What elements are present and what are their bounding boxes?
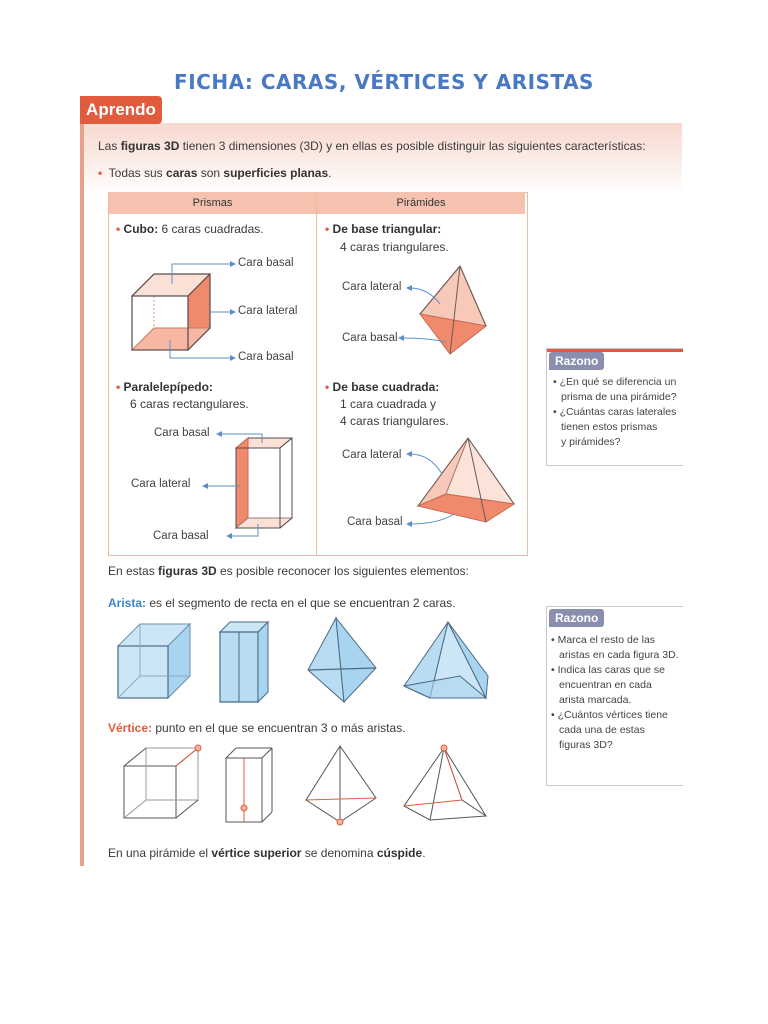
col-header-piramides: Pirámides: [317, 192, 525, 214]
cuad-desc-2: 4 caras triangulares.: [340, 414, 449, 428]
cuad-desc-1: 1 cara cuadrada y: [340, 397, 437, 411]
label-cara-lateral: Cara lateral: [238, 305, 298, 317]
razono-2-text: • Marca el resto de las aristas en cada figura 3D. • Indica las caras que se encuentran en cada arista marcada. • ¿Cuántos vértices tiene cada una de estas figuras 3D?: [551, 634, 679, 751]
bullet-caras-planas: • Todas sus caras son superficies planas.: [98, 166, 332, 180]
cuspide-text: En una pirámide el vértice superior se denomina cúspide.: [108, 846, 426, 860]
label-tri-lateral: Cara lateral: [342, 281, 402, 293]
intro-text: Las figuras 3D tienen 3 dimensiones (3D) y en ellas es posible distinguir las siguientes características:: [98, 139, 646, 153]
razono-2-heading: Razono: [549, 609, 604, 627]
left-accent-bar: [80, 118, 84, 866]
arista-prism: [220, 622, 268, 702]
arista-square-pyramid: [404, 622, 488, 698]
cuad-caption: • De base cuadrada:: [325, 380, 440, 394]
razono-box-2: [546, 606, 683, 786]
label-cara-basal-top: Cara basal: [238, 257, 294, 269]
vertice-figures: [108, 740, 528, 830]
para-desc: 6 caras rectangulares.: [130, 397, 249, 411]
arista-figures: [108, 616, 528, 706]
vertice-cube: [124, 745, 201, 818]
arista-cube: [118, 624, 190, 698]
tri-caption: • De base triangular:: [325, 222, 442, 236]
label-cuad-lateral: Cara lateral: [342, 449, 402, 461]
razono-1-text: • ¿En qué se diferencia un prisma de una pirámide? • ¿Cuántas caras laterales tienen estos prismas y pirámides?: [553, 376, 677, 448]
label-para-basal-bottom: Cara basal: [153, 530, 209, 542]
col-header-prismas: Prismas: [109, 192, 316, 214]
label-cara-basal-bottom: Cara basal: [238, 351, 294, 363]
vertice-tetrahedron: [306, 746, 376, 825]
vertice-prism: [226, 748, 272, 822]
razono-1-heading: Razono: [549, 352, 604, 370]
label-para-basal-top: Cara basal: [154, 427, 210, 439]
table-divider: [316, 192, 317, 556]
arista-tetrahedron: [308, 618, 376, 702]
header-band: [84, 123, 682, 193]
tri-desc: 4 caras triangulares.: [340, 240, 449, 254]
elementos-text: En estas figuras 3D es posible reconocer los siguientes elementos:: [108, 564, 469, 578]
vertice-square-pyramid: [404, 745, 486, 820]
cubo-caption: • Cubo: 6 caras cuadradas.: [116, 222, 264, 236]
para-caption: • Paralelepípedo:: [116, 380, 213, 394]
label-tri-basal: Cara basal: [342, 332, 398, 344]
razono-box-1: [546, 348, 683, 466]
page-title: FICHA: CARAS, VÉRTICES Y ARISTAS: [174, 70, 594, 94]
aprendo-badge: Aprendo: [80, 96, 162, 124]
arista-definition: Arista: es el segmento de recta en el que se encuentran 2 caras.: [108, 596, 456, 610]
vertice-definition: Vértice: punto en el que se encuentran 3 o más aristas.: [108, 721, 406, 735]
label-para-lateral: Cara lateral: [131, 478, 191, 490]
label-cuad-basal: Cara basal: [347, 516, 403, 528]
